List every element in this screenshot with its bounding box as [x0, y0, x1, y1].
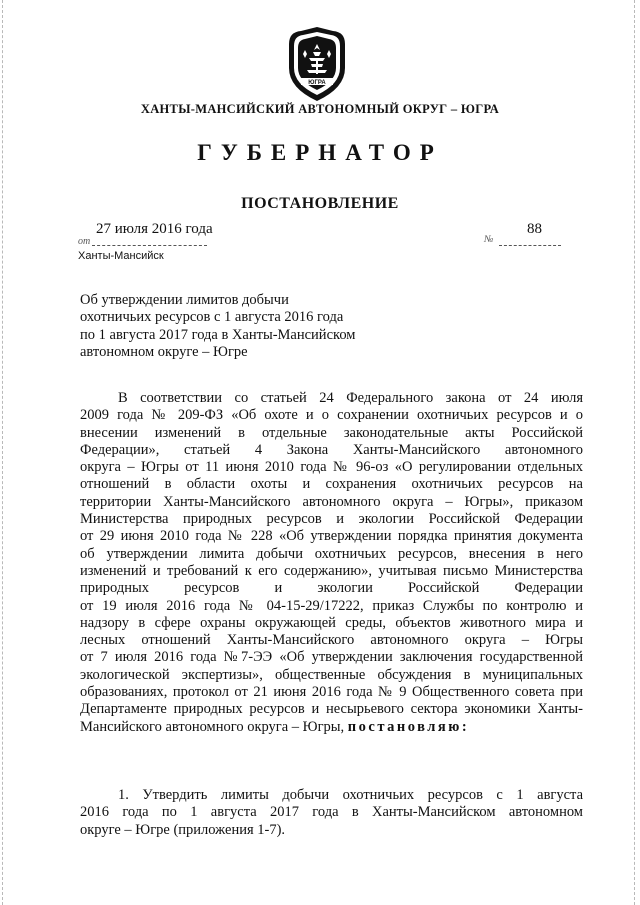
body-line: надзору в сфере охраны окружающей среды, объектов животного мира и	[80, 614, 583, 631]
body-line: от 29 июня 2010 года № 228 «Об утверждении порядка принятия документа	[80, 528, 583, 545]
document-date: 27 июля 2016 года	[96, 221, 213, 237]
item-line: 1. Утвердить лимиты добычи охотничьих ресурсов с 1 августа	[118, 787, 583, 803]
item-line: 2016 года по 1 августа 2017 года в Ханты-Мансийском автономном	[80, 804, 583, 821]
body-line: природных ресурсов и экологии Российской Федерации	[80, 580, 583, 597]
body-line: В соответствии со статьей 24 Федерального закона от 24 июля	[118, 390, 583, 406]
page-edge-left	[2, 0, 5, 905]
body-line: Федерации», статьей 4 Закона Ханты-Мансийского автономного	[80, 441, 583, 458]
body-line: отношений в области охоты и сохранения охотничьих ресурсов на	[80, 476, 583, 493]
authority-title: ГУБЕРНАТОР	[197, 140, 443, 165]
decision-item-1	[80, 787, 583, 839]
body-line: изменений и требований к его содержанию», учитывая письмо Министерства	[80, 562, 583, 579]
region-title: ХАНТЫ-МАНСИЙСКИЙ АВТОНОМНЫЙ ОКРУГ – ЮГРА	[140, 102, 500, 116]
preamble-paragraph	[80, 390, 583, 736]
subject-line: охотничьих ресурсов с 1 августа 2016 года	[80, 309, 344, 326]
item-line: округе – Югре (приложения 1-7).	[80, 821, 286, 838]
body-line: территории Ханты-Мансийского автономного округа – Югры», приказом	[80, 493, 583, 510]
emblem-text: ЮГРА	[308, 80, 326, 86]
document-city: Ханты-Мансийск	[78, 250, 164, 262]
body-line: внесении изменений в отдельные законодательные акты Российской	[80, 424, 583, 441]
subject-line: автономном округе – Югре	[80, 343, 248, 360]
resolve-word: постановляю:	[347, 718, 470, 735]
body-line: экологической экспертизы», общественные обсуждения в муниципальных	[80, 666, 583, 683]
document-number: 88	[527, 221, 542, 237]
body-line: 2009 года № 209-ФЗ «Об охоте и о сохранении охотничьих ресурсов и о	[80, 407, 583, 424]
page-edge-right	[634, 0, 637, 905]
document-subject	[80, 292, 420, 361]
body-line: Мансийского автономного округа – Югры,	[80, 718, 345, 735]
coat-of-arms-icon	[283, 24, 351, 104]
body-line: лесных отношений Ханты-Мансийского автономного округа – Югры	[80, 632, 583, 649]
number-underline	[499, 245, 561, 246]
body-line: образованиях, протокол от 21 июня 2016 года № 9 Общественного совета при	[80, 684, 583, 701]
date-underline	[92, 245, 207, 246]
document-type: ПОСТАНОВЛЕНИЕ	[241, 195, 399, 212]
date-prefix: от	[78, 236, 91, 247]
subject-line: по 1 августа 2017 года в Ханты-Мансийском	[80, 326, 356, 343]
body-line-final	[80, 719, 583, 736]
body-line: от 19 июля 2016 года № 04-15-29/17222, приказ Службы по контролю и	[80, 597, 583, 614]
body-line: округа – Югры от 11 июня 2010 года № 96-оз «О регулировании отдельных	[80, 459, 583, 476]
body-line: от 7 июля 2016 года №7-ЭЭ «Об утверждении заключения государственной	[80, 649, 583, 666]
body-line: об утверждении лимита добычи охотничьих ресурсов, внесения в него	[80, 545, 583, 562]
body-line: Департаменте природных ресурсов и несырьевого сектора экономики Ханты-	[80, 701, 583, 718]
subject-line: Об утверждении лимитов добычи	[80, 292, 289, 308]
body-line: Министерства природных ресурсов и экологии Российской Федерации	[80, 511, 583, 528]
number-prefix: №	[484, 234, 494, 245]
